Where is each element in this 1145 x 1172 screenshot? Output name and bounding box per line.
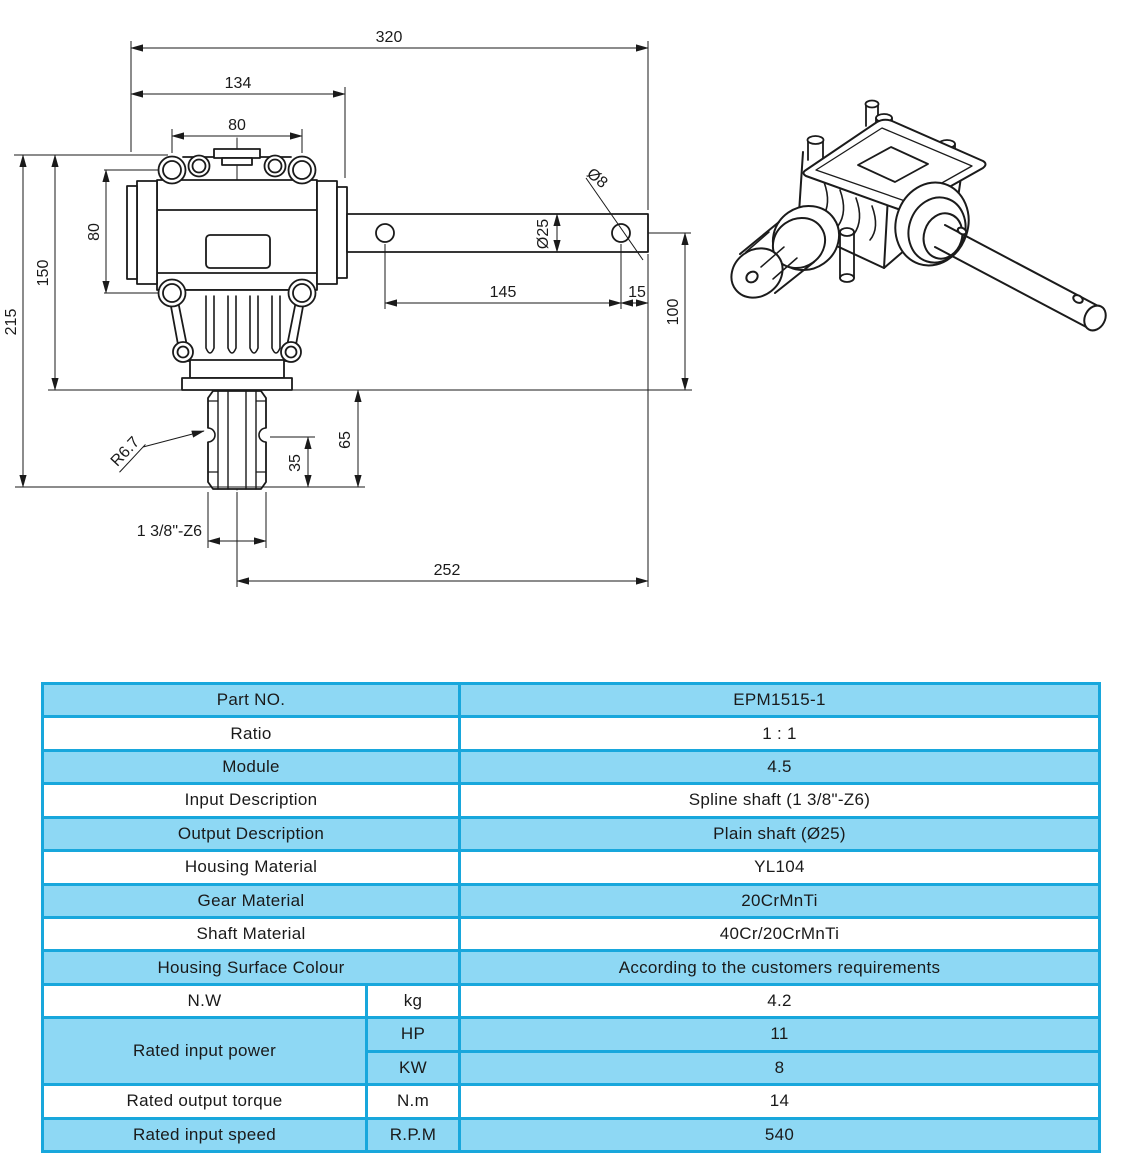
row-gear-mat-value: 20CrMnTi xyxy=(461,886,1098,916)
row-input-power-kw-value: 8 xyxy=(461,1053,1098,1083)
spec-table xyxy=(41,682,1101,1153)
row-input-power-label: Rated input power xyxy=(44,1019,365,1083)
row-shaft-mat-value: 40Cr/20CrMnTi xyxy=(461,919,1098,949)
row-input-power-kw-unit: KW xyxy=(368,1053,458,1083)
row-ratio-label: Ratio xyxy=(44,718,458,748)
dim-spline-spec-label: 1 3/8"-Z6 xyxy=(136,523,202,540)
row-nw-unit: kg xyxy=(368,986,458,1016)
row-module-value: 4.5 xyxy=(461,752,1098,782)
dim-80-side-label: 80 xyxy=(86,223,103,241)
dimension-lines xyxy=(3,29,692,587)
row-output-torque-label: Rated output torque xyxy=(44,1086,365,1116)
row-module-label: Module xyxy=(44,752,458,782)
dim-35-label: 35 xyxy=(287,454,304,472)
row-input-speed-unit: R.P.M xyxy=(368,1120,458,1150)
row-output-torque-value: 14 xyxy=(461,1086,1098,1116)
row-shaft-mat-label: Shaft Material xyxy=(44,919,458,949)
output-shaft xyxy=(347,214,648,252)
row-ratio-value: 1 : 1 xyxy=(461,718,1098,748)
row-surface-colour-value: According to the customers requirements xyxy=(461,952,1098,982)
row-input-desc-label: Input Description xyxy=(44,785,458,815)
dim-dia8-label: Ø8 xyxy=(583,165,611,192)
row-housing-mat-value: YL104 xyxy=(461,852,1098,882)
row-input-power-hp-unit: HP xyxy=(368,1019,458,1049)
dim-134-label: 134 xyxy=(224,75,252,92)
row-part-no-value: EPM1515-1 xyxy=(461,685,1098,715)
row-nw-value: 4.2 xyxy=(461,986,1098,1016)
dim-15-label: 15 xyxy=(628,284,646,301)
front-view xyxy=(127,138,666,500)
row-input-speed-value: 540 xyxy=(461,1120,1098,1150)
row-output-torque-unit: N.m xyxy=(368,1086,458,1116)
iso-output-side xyxy=(885,173,1110,334)
dim-215-label: 215 xyxy=(3,308,20,336)
row-output-desc-label: Output Description xyxy=(44,819,458,849)
row-gear-mat-label: Gear Material xyxy=(44,886,458,916)
row-nw-label: N.W xyxy=(44,986,365,1016)
dim-65-label: 65 xyxy=(337,431,354,449)
dim-r6-7-label: R6.7 xyxy=(107,433,144,471)
dim-80-top-label: 80 xyxy=(228,117,246,134)
dim-320-label: 320 xyxy=(375,29,403,46)
dim-145-label: 145 xyxy=(489,284,517,301)
row-output-desc-value: Plain shaft (Ø25) xyxy=(461,819,1098,849)
row-part-no-label: Part NO. xyxy=(44,685,458,715)
input-spline-shaft xyxy=(204,391,270,489)
iso-input-side xyxy=(722,193,852,308)
iso-front-bolt xyxy=(840,228,854,282)
dim-dia25-label: Ø25 xyxy=(535,218,552,250)
row-input-power-hp-value: 11 xyxy=(461,1019,1098,1049)
isometric-view xyxy=(722,101,1110,335)
row-input-desc-value: Spline shaft (1 3/8"-Z6) xyxy=(461,785,1098,815)
row-housing-mat-label: Housing Material xyxy=(44,852,458,882)
gearbox-housing xyxy=(127,149,347,390)
dim-100-label: 100 xyxy=(665,298,682,326)
row-surface-colour-label: Housing Surface Colour xyxy=(44,952,458,982)
dim-252-label: 252 xyxy=(433,562,461,579)
row-input-speed-label: Rated input speed xyxy=(44,1120,365,1150)
dim-150-label: 150 xyxy=(35,259,52,287)
